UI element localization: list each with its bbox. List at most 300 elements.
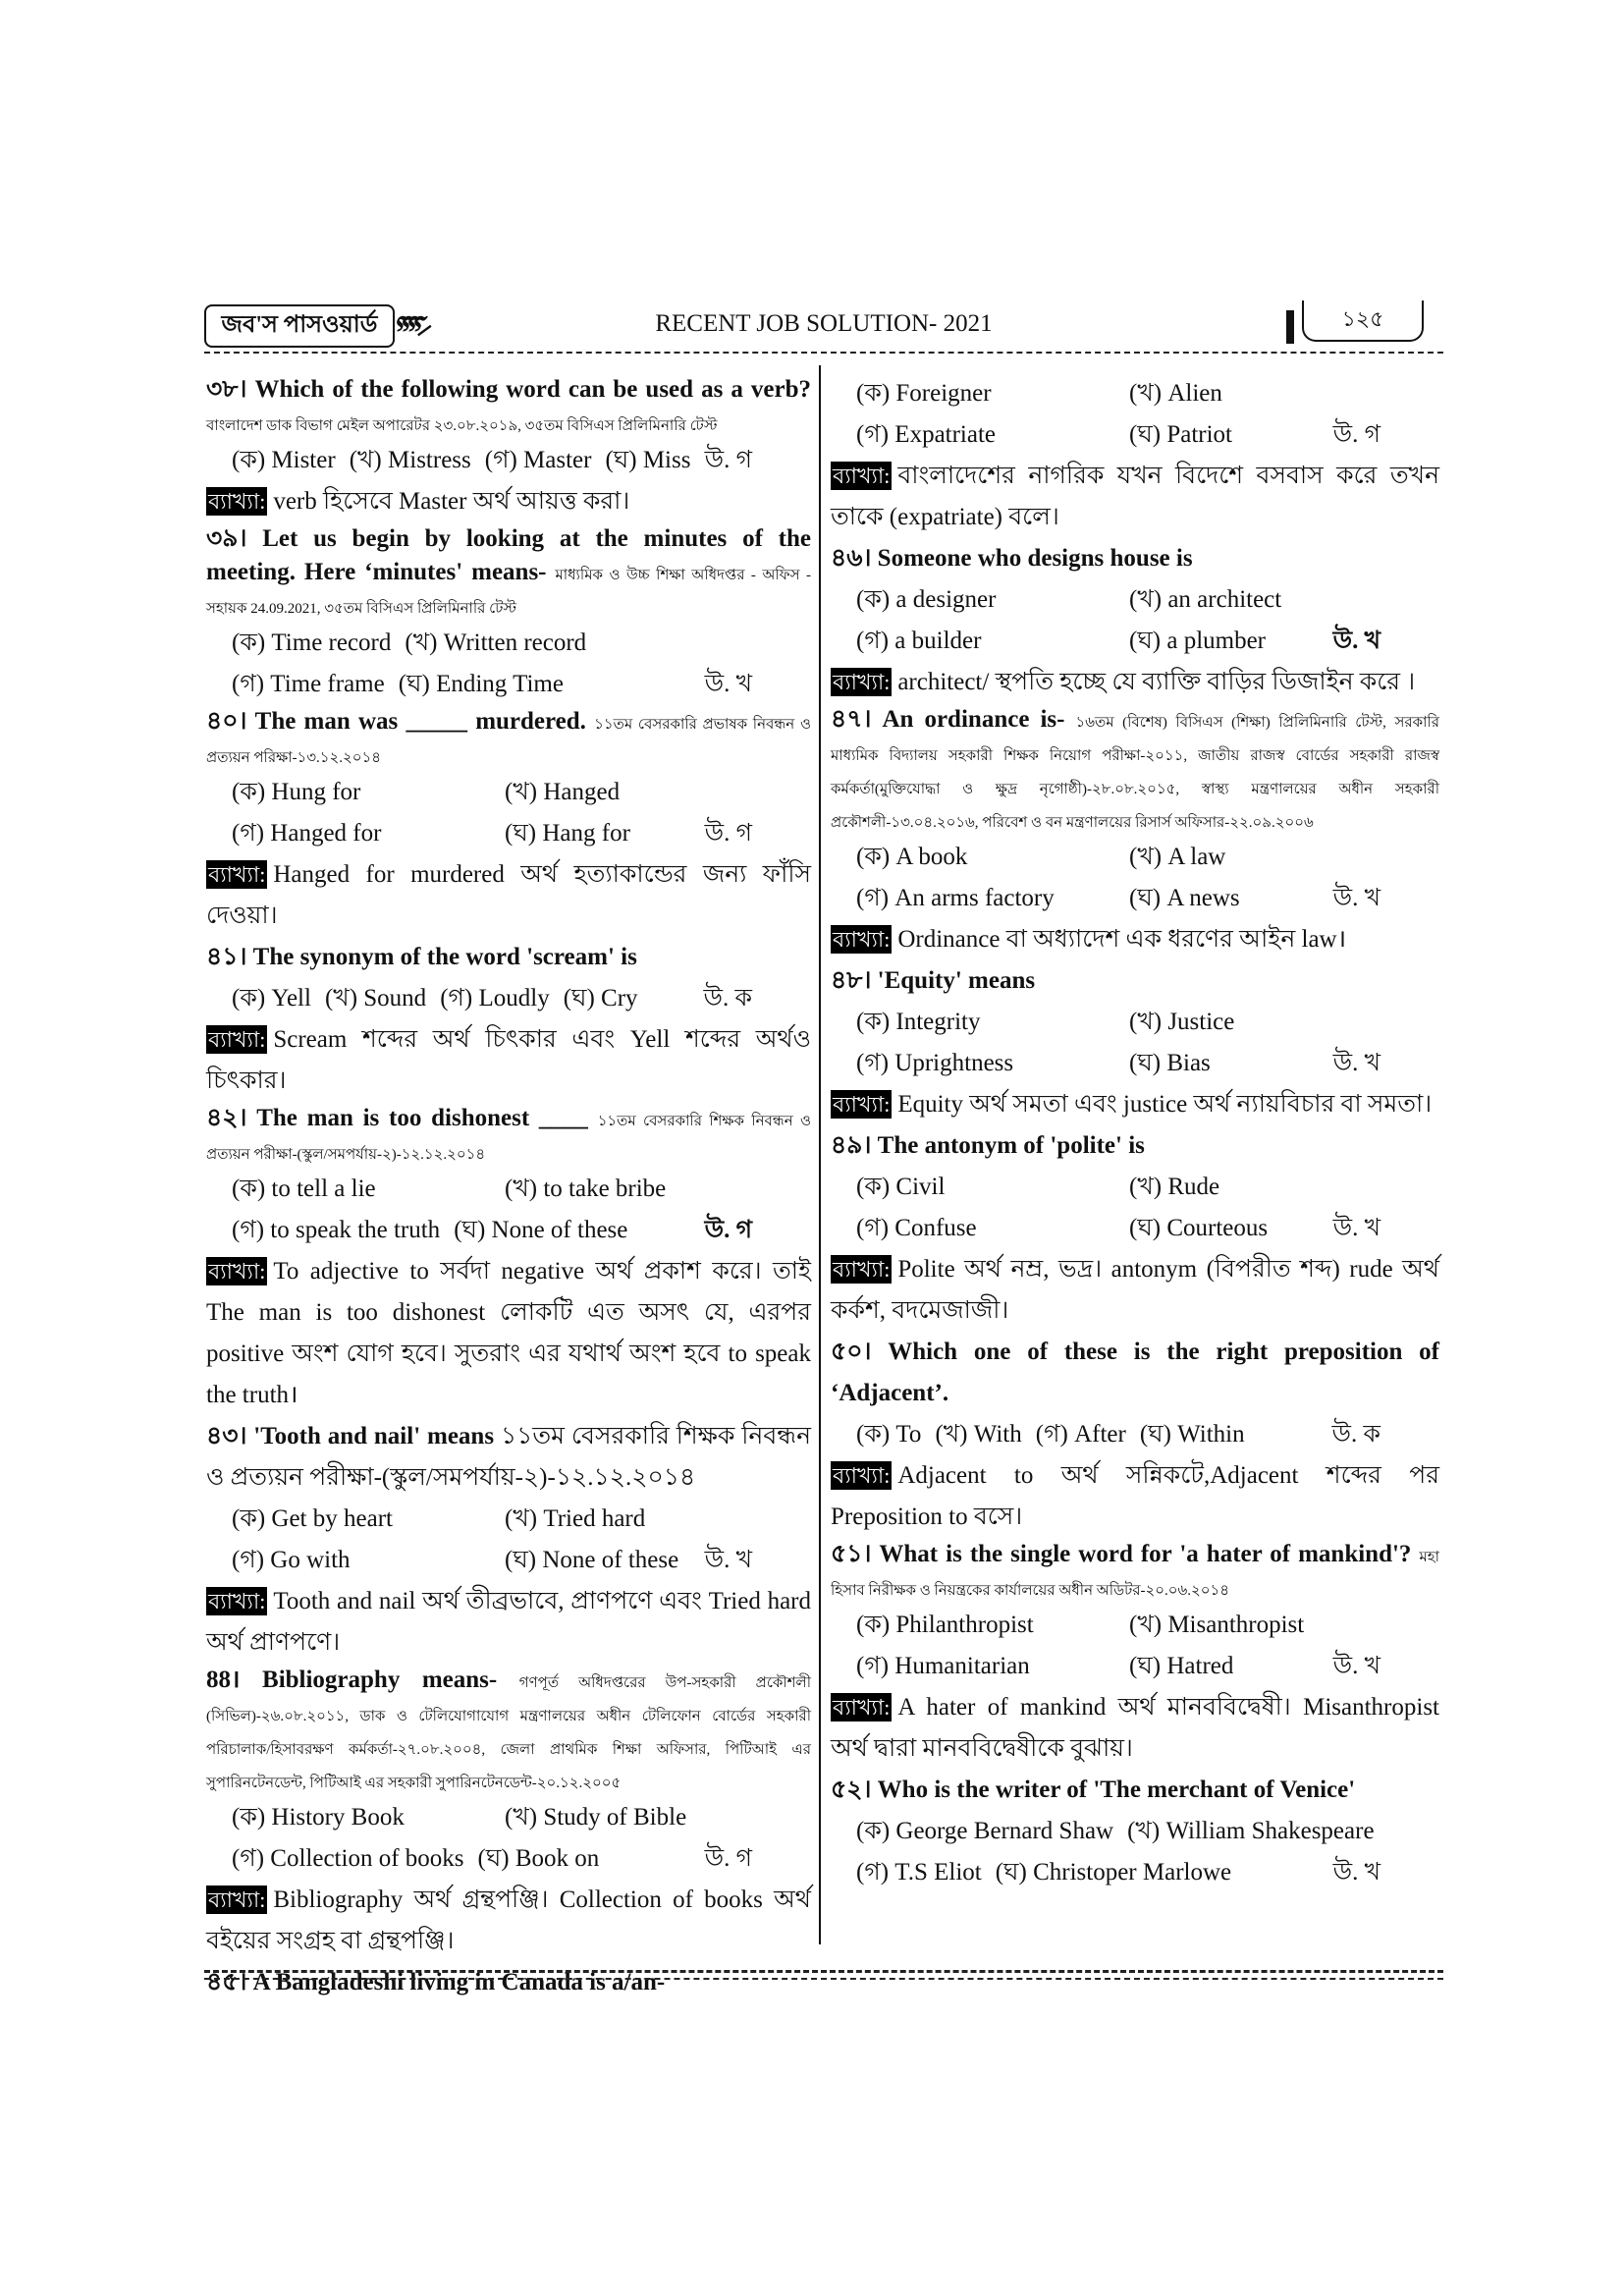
option-text: Collection of books (270, 1845, 464, 1872)
option-label: (ক) (856, 1421, 891, 1448)
option-label: (গ) (232, 1845, 265, 1872)
option-text: Courteous (1166, 1215, 1269, 1241)
explanation (831, 456, 1439, 538)
option (856, 1167, 1129, 1208)
option (232, 664, 385, 705)
option-text: Hanged for (270, 820, 382, 847)
explanation-text: Ordinance বা অধ্যাদেশ এক ধরণের আইন law। (897, 926, 1347, 953)
question-text: An ordinance is- (882, 706, 1065, 733)
option (454, 1210, 627, 1251)
option-label: (গ) (232, 820, 265, 847)
option (505, 1797, 778, 1838)
options-row (206, 623, 811, 664)
options-row (831, 579, 1439, 621)
option-label: (গ) (440, 985, 473, 1011)
options-row (831, 1043, 1439, 1084)
explanation-label: ব্যাখ্যা: (208, 1887, 266, 1912)
option-text: Philanthropist (895, 1612, 1034, 1638)
question (831, 1125, 1439, 1167)
option-text: Expatriate (894, 421, 997, 448)
option (856, 1002, 1129, 1043)
options-row (831, 1167, 1439, 1208)
explanation (831, 1084, 1439, 1125)
option (1036, 1414, 1126, 1455)
exam-reference: ১১তম বেসরকারি শিক্ষক নিবন্ধন ও প্রত্যয়ন পরীক্ষা-(স্কুল/সমপর্যায়-২)-১২.১২.২০১৪ (206, 1114, 812, 1163)
explanation (831, 1249, 1439, 1332)
option-text: Book on (514, 1845, 600, 1872)
option-label: (গ) (232, 1547, 265, 1573)
exam-reference: মাধ্যমিক ও উচ্চ শিক্ষা অধিদপ্তর - অফিস - সহায়ক 24.09.2021, ৩৫তম বিসিএস প্রিলিমিনারি টেস্ট (206, 568, 811, 617)
answer-key: উ. ক (1331, 1421, 1380, 1448)
question-text: 'Tooth and nail' means (253, 1423, 495, 1449)
option (232, 1838, 464, 1880)
option-label: (ঘ) (454, 1217, 486, 1243)
option-label: (ক) (856, 1009, 891, 1035)
column-divider (819, 365, 821, 1944)
option-text: George Bernard Shaw (895, 1818, 1114, 1844)
option-label: (গ) (856, 1859, 890, 1886)
option (1129, 373, 1402, 414)
option-label: (ঘ) (398, 671, 430, 697)
option-text: to tell a lie (271, 1175, 376, 1202)
explanation-text: Hanged for murdered অর্থ হত্যাকান্ডের জন্য ফাঁসি দেওয়া। (206, 861, 811, 929)
explanation-text: verb হিসেবে Master অর্থ আয়ত্ত করা। (273, 488, 630, 515)
option-text: Hanged (543, 779, 621, 805)
question-text: The man is too dishonest ____ (256, 1105, 588, 1131)
option-text: Patriot (1166, 421, 1233, 448)
brand-logo: জব'স পাসওয়ার্ড (204, 304, 395, 348)
option-text: Mister (271, 447, 336, 473)
explanation (206, 1019, 811, 1102)
options-row (206, 813, 811, 854)
option (232, 813, 505, 854)
explanation-text: Bibliography অর্থ গ্রন্থপঞ্জি। Collection of books অর্থ বইয়ের সংগ্রহ বা গ্রন্থপঞ্জি। (206, 1886, 811, 1954)
question (206, 937, 811, 978)
options-row (831, 1002, 1439, 1043)
option (485, 440, 592, 481)
option-text: Ending Time (436, 671, 564, 697)
option-text: a plumber (1166, 628, 1267, 654)
option-text: Sound (363, 985, 427, 1011)
option-label: (গ) (856, 1050, 890, 1076)
options-row (206, 978, 811, 1019)
option (605, 440, 690, 481)
option-label: (খ) (1129, 1174, 1163, 1200)
explanation (206, 1251, 811, 1416)
answer-key: উ. গ (704, 1845, 752, 1872)
footer-divider (204, 1970, 1443, 1973)
option (232, 1210, 440, 1251)
options-row (831, 1811, 1439, 1852)
explanation-text: architect/ স্থপতি হচ্ছে যে ব্যাক্তি বাড়ির ডিজাইন করে । (897, 669, 1416, 695)
options-row (831, 414, 1439, 456)
option-text: A news (1166, 885, 1240, 911)
option-text: Foreigner (895, 380, 992, 407)
question (831, 703, 1439, 837)
option-label: (ঘ) (995, 1859, 1027, 1886)
option (856, 373, 1129, 414)
option-text: Within (1177, 1421, 1245, 1448)
explanation-label: ব্যাখ্যা: (833, 1257, 891, 1282)
question (831, 1332, 1439, 1414)
question-text: The man was _____ murdered. (254, 708, 586, 735)
options-row (206, 1210, 811, 1251)
question-number: 88। (206, 1667, 241, 1693)
option (935, 1414, 1021, 1455)
option (1129, 1167, 1402, 1208)
option-label: (খ) (935, 1421, 968, 1448)
explanation-label: ব্যাখ্যা: (833, 1463, 891, 1488)
explanation-label: ব্যাখ্যা: (208, 1027, 266, 1052)
question-number: ৩৮। (206, 376, 247, 403)
answer-key: উ. গ (704, 447, 752, 473)
option-text: Integrity (895, 1009, 981, 1035)
option (232, 440, 336, 481)
option-label: (ঘ) (477, 1845, 510, 1872)
option (1140, 1414, 1245, 1455)
question-number: ৪১। (206, 944, 247, 970)
option (478, 1838, 600, 1880)
question (206, 1962, 811, 2003)
options-row (831, 1646, 1439, 1687)
option (232, 978, 311, 1019)
option-label: (খ) (1129, 1612, 1163, 1638)
option-label: (গ) (232, 671, 265, 697)
option-label: (ঘ) (1129, 628, 1162, 654)
explanation-label: ব্যাখ্যা: (833, 927, 891, 952)
answer-key: উ. খ (1332, 1215, 1380, 1241)
explanation-label: ব্যাখ্যা: (833, 1695, 891, 1720)
exam-reference: বাংলাদেশ ডাক বিভাগ মেইল অপারেটর ২৩.০৮.২০১৯, ৩৫তম বিসিএস প্রিলিমিনারি টেস্ট (206, 418, 718, 434)
question-number: ৪৬। (831, 545, 872, 572)
option (856, 1414, 921, 1455)
option-text: An arms factory (894, 885, 1055, 911)
option (232, 1169, 505, 1210)
explanation (206, 854, 811, 937)
explanation-text: বাংলাদেশের নাগরিক যখন বিদেশে বসবাস করে তখন তাকে (expatriate) বলে। (831, 463, 1439, 530)
option-text: With (973, 1421, 1022, 1448)
option (399, 664, 564, 705)
option-text: Hatred (1166, 1653, 1234, 1679)
option-label: (গ) (856, 628, 890, 654)
options-row (206, 664, 811, 705)
option (505, 772, 778, 813)
option-text: None of these (491, 1217, 628, 1243)
options-row (831, 1414, 1439, 1455)
option-text: Get by heart (271, 1505, 393, 1532)
exam-reference: ১১তম বেসরকারি শিক্ষক নিবন্ধন ও প্রত্যয়ন পরীক্ষা-(স্কুল/সমপর্যায়-২)-১২.১২.২০১৪ (206, 1423, 811, 1491)
option (856, 1208, 1129, 1249)
explanation-text: Scream শব্দের অর্থ চিৎকার এবং Yell শব্দের অর্থও চিৎকার। (206, 1026, 811, 1094)
option-text: Miss (642, 447, 691, 473)
option (232, 1499, 505, 1540)
option (856, 1811, 1113, 1852)
question-number: ৪০। (206, 708, 247, 735)
explanation (206, 481, 811, 522)
question-number: ৫২। (831, 1777, 872, 1803)
option-label: (ক) (232, 779, 266, 805)
option-text: None of these (542, 1547, 679, 1573)
option (232, 772, 505, 813)
option-text: Rude (1167, 1174, 1220, 1200)
option (232, 1540, 505, 1581)
explanation-label: ব্যাখ্যা: (833, 1092, 891, 1117)
option-text: After (1074, 1421, 1126, 1448)
option-label: (ঘ) (1129, 1215, 1162, 1241)
question (206, 1664, 811, 1797)
option-text: Go with (270, 1547, 351, 1573)
answer-key: উ. গ (704, 1217, 752, 1243)
decorative-pattern-icon: ⲋⲋⲋⲋ⸝ (391, 304, 436, 337)
question (831, 960, 1439, 1002)
options-row (206, 772, 811, 813)
option-label: (খ) (1129, 380, 1163, 407)
answer-key: উ. গ (704, 820, 752, 847)
explanation (206, 1581, 811, 1664)
option-text: Bias (1166, 1050, 1211, 1076)
option-text: Time record (271, 629, 392, 656)
option (232, 623, 391, 664)
explanation (831, 1455, 1439, 1538)
answer-key: উ. ক (703, 985, 752, 1011)
options-row (831, 837, 1439, 878)
option-label: (ঘ) (1129, 421, 1162, 448)
option-text: a designer (895, 586, 997, 613)
answer-key: উ. খ (1332, 1653, 1380, 1679)
option-text: Cry (601, 985, 638, 1011)
explanation-text: A hater of mankind অর্থ মানববিদ্বেষী। Misanthropist অর্থ দ্বারা মানববিদ্বেষীকে বুঝায়। (831, 1694, 1439, 1762)
option-text: Hung for (271, 779, 361, 805)
options-row (831, 621, 1439, 662)
option-label: (গ) (856, 1215, 890, 1241)
option (1129, 1605, 1402, 1646)
option-text: an architect (1167, 586, 1282, 613)
question-number: ৩৯। (206, 525, 247, 552)
right-column (831, 373, 1439, 1893)
question-number: ৪৭। (831, 706, 872, 733)
exam-reference: ১১তম বেসরকারি প্রভাষক নিবন্ধন ও প্রত্যয়ন পরিক্ষা-১৩.১২.২০১৪ (206, 717, 811, 766)
answer-key: উ. খ (1332, 628, 1380, 654)
explanation (831, 662, 1439, 703)
option-label: (ঘ) (1129, 885, 1162, 911)
option (564, 978, 638, 1019)
left-column (206, 373, 811, 2003)
explanation-text: Polite অর্থ নম্র, ভদ্র। antonym (বিপরীত শব্দ) rude অর্থ কর্কশ, বদমেজাজী। (831, 1256, 1439, 1324)
question (206, 1416, 811, 1499)
option-label: (ঘ) (605, 447, 637, 473)
option (440, 978, 550, 1019)
option-text: Uprightness (894, 1050, 1014, 1076)
options-row (206, 1797, 811, 1838)
question (831, 1770, 1439, 1811)
option-label: (গ) (856, 1653, 890, 1679)
options-row (831, 373, 1439, 414)
option-text: to take bribe (543, 1175, 667, 1202)
option-label: (ক) (232, 985, 266, 1011)
option-text: Study of Bible (543, 1804, 687, 1831)
page-number: ১২৫ (1302, 301, 1424, 342)
option-label: (ক) (856, 586, 891, 613)
question-number: ৪২। (206, 1105, 247, 1131)
option-label: (ক) (232, 447, 266, 473)
option (232, 1797, 505, 1838)
explanation-label: ব্যাখ্যা: (208, 1589, 266, 1613)
option-label: (গ) (232, 1217, 265, 1243)
option-text: Confuse (894, 1215, 977, 1241)
options-row (206, 1540, 811, 1581)
option-text: Time frame (270, 671, 385, 697)
option-label: (খ) (505, 1505, 538, 1532)
option (1129, 1002, 1402, 1043)
question-number: ৪৫। (206, 1969, 247, 1995)
question (206, 522, 811, 623)
option-label: (ক) (856, 380, 891, 407)
option (856, 1646, 1129, 1687)
option-label: (ক) (856, 844, 891, 870)
question (206, 1102, 811, 1169)
option-label: (ঘ) (1129, 1653, 1162, 1679)
answer-key: উ. খ (1332, 1859, 1380, 1886)
page-title: RECENT JOB SOLUTION- 2021 (655, 310, 993, 337)
option-label: (ক) (232, 1505, 266, 1532)
option-text: A book (895, 844, 968, 870)
option (1127, 1811, 1374, 1852)
option-text: To (895, 1421, 922, 1448)
question-text: Which one of these is the right preposition of ‘Adjacent’. (831, 1339, 1439, 1406)
option-label: (ক) (232, 1175, 266, 1202)
option (856, 579, 1129, 621)
question (206, 373, 811, 440)
options-row (206, 1838, 811, 1880)
options-row (831, 1605, 1439, 1646)
exam-reference: ১৬তম (বিশেষ) বিসিএস (শিক্ষা) প্রিলিমিনারি টেস্ট, সরকারি মাধ্যমিক বিদ্যালয় সহকারী শিক্ষক নিয়োগ পরীক্ষা-২০১১, জাতীয় রাজস্ব বোর্ডের সহকারী রাজস্ব কর্মকর্তা(মুক্তিযোদ্ধা ও ক্ষুদ্র নৃগোষ্ঠী)-২৮.০৮.২০১৫, স্বাস্থ্য মন্ত্রণালয়ের অধীন সহকারী প্রকৌশলী-১৩.০৪.২০১৬, পরিবেশ ও বন মন্ত্রণালয়ের রিসার্স অফিসার-২২.০৯.২০০৬ (831, 715, 1440, 831)
option-label: (খ) (1129, 1009, 1163, 1035)
answer-key: উ. খ (704, 671, 752, 697)
option-label: (ঘ) (1139, 1421, 1171, 1448)
question-text: Let us begin by looking at the minutes of the meeting. Here ‘minutes' means- (206, 525, 812, 585)
option-label: (খ) (1129, 844, 1163, 870)
option-text: Yell (271, 985, 311, 1011)
answer-key: উ. খ (1332, 1050, 1380, 1076)
options-row (831, 1208, 1439, 1249)
exam-reference: মহা হিসাব নিরীক্ষক ও নিয়ন্ত্রকের কার্যালয়ের অধীন অডিটর-২০.০৬.২০১৪ (831, 1550, 1440, 1599)
option-label: (খ) (405, 629, 438, 656)
explanation-label: ব্যাখ্যা: (833, 670, 891, 694)
option (856, 1605, 1129, 1646)
option-label: (খ) (1127, 1818, 1161, 1844)
option-label: (গ) (1035, 1421, 1068, 1448)
option-label: (ক) (856, 1174, 891, 1200)
option-label: (গ) (856, 421, 890, 448)
answer-key: উ. গ (1332, 421, 1380, 448)
option-text: Alien (1167, 380, 1222, 407)
option-label: (ক) (856, 1612, 891, 1638)
option (856, 414, 1129, 456)
option (856, 1852, 982, 1893)
question-text: What is the single word for 'a hater of mankind'? (879, 1541, 1412, 1567)
option-label: (খ) (1129, 586, 1163, 613)
option (996, 1852, 1231, 1893)
option-text: Misanthropist (1167, 1612, 1305, 1638)
option-label: (ঘ) (505, 1547, 537, 1573)
option-text: a builder (894, 628, 982, 654)
option (1129, 579, 1402, 621)
option (325, 978, 426, 1019)
option (350, 440, 471, 481)
header-bar-mark (1286, 310, 1294, 344)
explanation-text: To adjective to সর্বদা negative অর্থ প্রকাশ করে। তাই The man is too dishonest লোকটি এত অসৎ যে, এরপর positive অংশ যোগ হবে। সুতরাং এর যথার্থ অংশ হবে to speak the truth। (206, 1258, 811, 1408)
option-text: Loudly (478, 985, 550, 1011)
options-row (206, 1169, 811, 1210)
option-label: (ঘ) (563, 985, 595, 1011)
option-label: (গ) (484, 447, 517, 473)
option (505, 1499, 778, 1540)
option-text: Written record (443, 629, 587, 656)
footer-divider-2 (204, 1978, 1443, 1980)
header-divider (204, 352, 1443, 354)
option-text: Civil (895, 1174, 946, 1200)
explanation (831, 1687, 1439, 1770)
option-label: (খ) (349, 447, 382, 473)
explanation-label: ব্যাখ্যা: (208, 489, 266, 514)
explanation-label: ব্যাখ্যা: (208, 1259, 266, 1284)
option-text: Mistress (388, 447, 471, 473)
explanation-label: ব্যাখ্যা: (208, 862, 266, 887)
question-text: The antonym of 'polite' is (877, 1132, 1145, 1159)
options-row (831, 1852, 1439, 1893)
explanation-text: Equity অর্থ সমতা এবং justice অর্থ ন্যায়বিচার বা সমতা। (897, 1091, 1433, 1118)
page-header (204, 301, 1443, 350)
question-text: A Bangladeshi living in Canada is a/an- (252, 1969, 666, 1995)
answer-key: উ. খ (1332, 885, 1380, 911)
options-row (206, 440, 811, 481)
option-text: Hang for (542, 820, 630, 847)
question (831, 1538, 1439, 1605)
option (1129, 837, 1402, 878)
option-label: (গ) (856, 885, 890, 911)
option-text: Tried hard (543, 1505, 646, 1532)
option-text: Humanitarian (894, 1653, 1030, 1679)
option-text: to speak the truth (270, 1217, 441, 1243)
option-label: (খ) (505, 1804, 538, 1831)
explanation-text: Tooth and nail অর্থ তীব্রভাবে, প্রাণপণে এবং Tried hard অর্থ প্রাণপণে। (206, 1588, 811, 1656)
option-text: A law (1167, 844, 1226, 870)
question-number: ৪৩। (206, 1423, 247, 1449)
option-text: History Book (271, 1804, 405, 1831)
option (856, 621, 1129, 662)
option-label: (খ) (505, 1175, 538, 1202)
option (856, 1043, 1129, 1084)
question-number: ৫১। (831, 1541, 872, 1567)
question (831, 538, 1439, 579)
exam-reference: গণপূর্ত অধিদপ্তরের উপ-সহকারী প্রকৌশলী (সিভিল)-২৬.০৮.২০১১, ডাক ও টেলিযোগাযোগ মন্ত্রণালয়ের অধীন টেলিফোন বোর্ডের সহকারী পরিচালাক/হিসাবরক্ষণ কর্মকর্তা-২৭.০৮.২০০৪, জেলা প্রাথমিক শিক্ষা অফিসার, পিটিআই এর সুপারিনটেনডেন্ট, পিটিআই এর সহকারী সুপারিনটেনডেন্ট-২০.১২.২০০৫ (206, 1675, 812, 1791)
answer-key: উ. খ (704, 1547, 752, 1573)
option-label: (ঘ) (1129, 1050, 1162, 1076)
question-number: ৪৮। (831, 967, 872, 994)
question-text: Who is the writer of 'The merchant of Venice' (877, 1777, 1356, 1803)
question-number: ৫০। (831, 1339, 872, 1365)
options-row (206, 1499, 811, 1540)
explanation-label: ব্যাখ্যা: (833, 464, 891, 488)
question-text: Someone who designs house is (877, 545, 1193, 572)
option (856, 837, 1129, 878)
question-text: 'Equity' means (877, 967, 1036, 994)
option-label: (খ) (505, 779, 538, 805)
question-number: ৪৯। (831, 1132, 872, 1159)
explanation (831, 919, 1439, 960)
option-text: T.S Eliot (894, 1859, 982, 1886)
option (405, 623, 586, 664)
